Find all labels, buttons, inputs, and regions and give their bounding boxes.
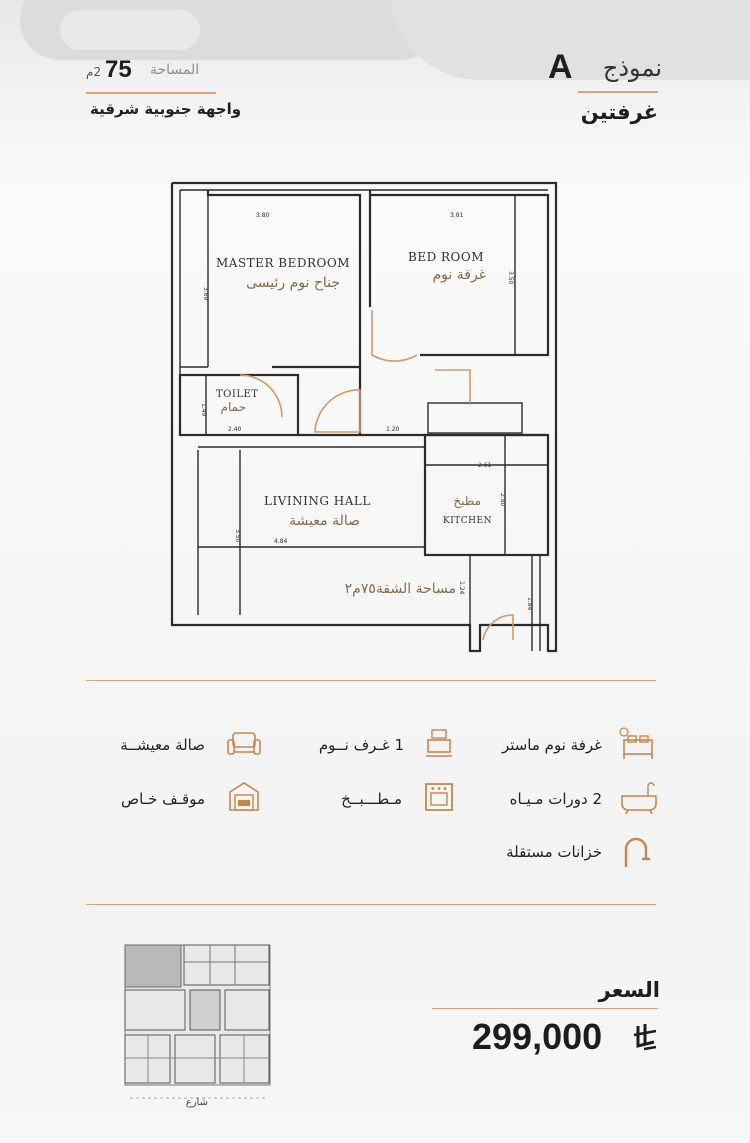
price-label: السعر bbox=[598, 978, 660, 1002]
area-label: المساحة bbox=[150, 62, 200, 78]
feature-parking: موقـف خـاص bbox=[120, 790, 205, 808]
dim-label: 1.49 bbox=[200, 403, 207, 417]
rooms-label: غرفتين bbox=[580, 100, 658, 124]
kitchen-label-ar: مطبخ bbox=[453, 494, 481, 508]
site-plan-thumbnail bbox=[120, 940, 275, 1110]
floor-plan bbox=[160, 175, 570, 665]
dim-label: 2.40 bbox=[228, 426, 242, 433]
bathtub-icon bbox=[618, 780, 660, 820]
feature-kitchen: مـطـــبــخ bbox=[341, 790, 402, 808]
dim-label: 1.84 bbox=[526, 597, 533, 611]
dim-label: 3.81 bbox=[450, 212, 464, 219]
header-rule-right bbox=[578, 91, 658, 93]
dim-label: 2.50 bbox=[499, 493, 506, 507]
oven-icon bbox=[424, 782, 454, 816]
master-bedroom-label-ar: جناح نوم رئيسى bbox=[246, 275, 340, 291]
dim-label: 2.61 bbox=[478, 462, 492, 469]
feature-bedrooms: 1 غـرف نــوم bbox=[318, 736, 404, 754]
faucet-icon bbox=[620, 833, 652, 873]
feature-master-bedroom: غرفة نوم ماستر bbox=[501, 736, 602, 754]
master-bedroom-icon bbox=[618, 726, 658, 766]
dim-label: 4.84 bbox=[274, 538, 288, 545]
living-hall-label-ar: صالة معيشة bbox=[289, 513, 360, 529]
living-hall-label: LIVINING HALL bbox=[264, 494, 371, 508]
price-rule bbox=[432, 1008, 658, 1009]
sofa-icon bbox=[226, 728, 262, 764]
dim-label: 1.24 bbox=[458, 581, 465, 595]
dim-label: 3.80 bbox=[256, 212, 270, 219]
section-divider bbox=[86, 680, 656, 681]
dim-label: 1.20 bbox=[386, 426, 400, 433]
feature-baths: 2 دورات مـيـاه bbox=[509, 790, 602, 808]
dim-label: 3.50 bbox=[234, 529, 241, 543]
apartment-area-label: مساحة الشقة٧٥م٢ bbox=[344, 581, 456, 597]
section-divider bbox=[86, 904, 656, 905]
riyal-currency-icon bbox=[630, 1022, 660, 1056]
area-unit: 2م bbox=[86, 65, 102, 79]
toilet-label: TOILET bbox=[216, 389, 259, 400]
master-bedroom-label: MASTER BEDROOM bbox=[216, 256, 350, 270]
street-label: شارع bbox=[185, 1097, 208, 1108]
model-label: نموذج bbox=[602, 54, 662, 82]
feature-living: صالة معيشــة bbox=[120, 736, 205, 754]
bed-room-label: BED ROOM bbox=[408, 250, 485, 264]
kitchen-label: KITCHEN bbox=[443, 516, 492, 526]
dim-label: 3.50 bbox=[507, 271, 514, 285]
facade-label: واجهة جنوبية شرقية bbox=[90, 100, 242, 118]
header-rule-left bbox=[86, 92, 216, 94]
bed-room-label-ar: غرفة نوم bbox=[432, 267, 486, 283]
bedroom-icon bbox=[424, 726, 454, 766]
feature-tanks: خزانات مستقلة bbox=[506, 843, 602, 861]
price-value: 299,000 bbox=[472, 1016, 603, 1057]
toilet-label-ar: حمام bbox=[220, 400, 246, 414]
area-value: 75 bbox=[105, 56, 132, 83]
dim-label: 3.69 bbox=[202, 287, 209, 301]
model-title bbox=[603, 54, 662, 82]
model-letter: A bbox=[548, 48, 573, 86]
garage-icon bbox=[228, 780, 260, 816]
